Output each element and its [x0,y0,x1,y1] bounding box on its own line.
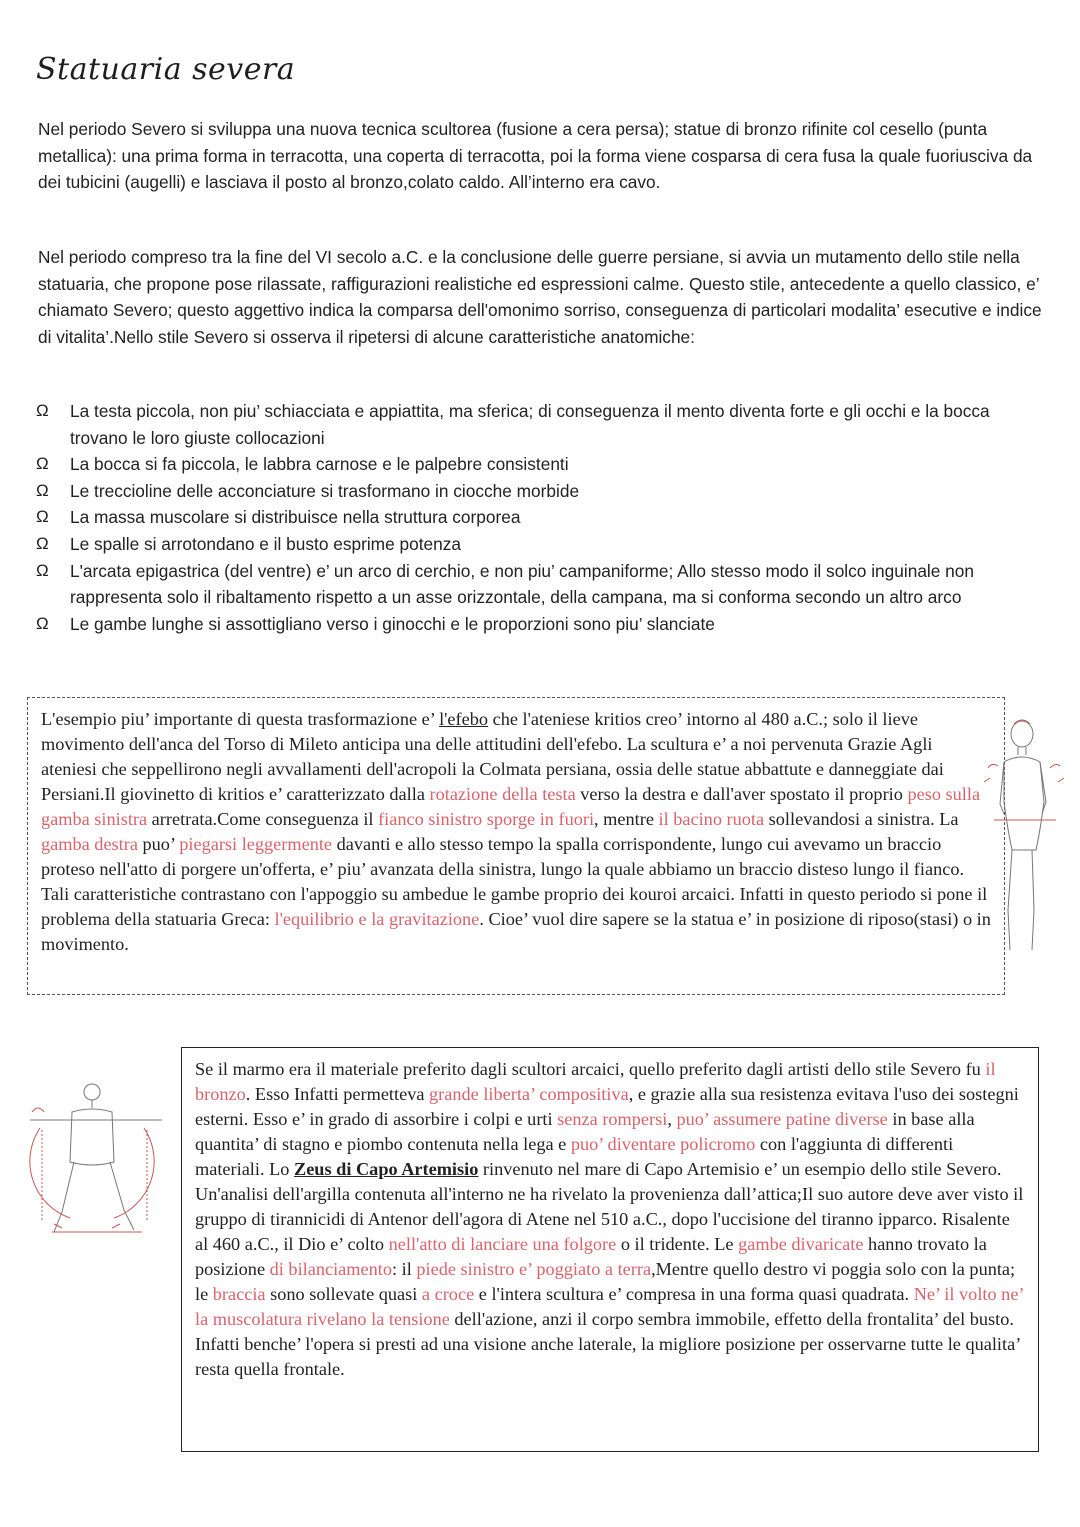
paragraph-severe-style: Nel periodo compreso tra la fine del VI secolo a.C. e la conclusione delle guerre persiane, si avvia un mutamento dello stile nella statuaria, che propone pose rilassate, raffigurazioni realistiche ed espressioni calme. Questo stile, antecedente a quello classico, e’ chiamato Severo; questo aggettivo indica la comparsa dell'omonimo sorriso, conseguenza di particolari modalita’ esecutive e indice di vitalita’.Nello stile Severo si osserva il ripetersi di alcune caratteristiche anatomiche: [38,247,1042,347]
list-item: Ω Le gambe lunghe si assottigliano verso i ginocchi e le proporzioni sono piu’ slanciate [36,611,1046,638]
kritios-boy-box [27,697,1005,995]
kritios-boy-text: L'esempio piu’ importante di questa trasformazione e’ l'efebo che l'ateniese kritios creo’ intorno al 480 a.C.; solo il lieve movimento dell'anca del Torso di Mileto anticipa una delle attitudini dell'efebo. La scultura e’ a noi pervenuta Grazie Agli ateniesi che seppellirono negli avvallamenti dell'acropoli la Colmata persiana, ossia delle statue abbattute e danneggiate dai Persiani.Il giovinetto di kritios e’ caratterizzato dalla rotazione della testa verso la destra e dall'aver spostato il proprio peso sulla gamba sinistra arretrata.Come conseguenza il fianco sinistro sporge in fuori, mentre il bacino ruota sollevandosi a sinistra. La gamba destra puo’ piegarsi leggermente davanti e allo stesso tempo la spalla corrispondente, lungo cui avevamo un braccio proteso nell'atto di porgere un'offerta, e’ piu’ avanzata della sinistra, lungo la quale abbiamo un braccio disteso lungo il fianco. Tali caratteristiche contrastano con l'appoggio su ambedue le gambe proprio dei kouroi arcaici. Infatti in questo periodo si pone il problema della statuaria Greca: l'equilibrio e la gravitazione. Cioe’ vuol dire sapere se la statua e’ in posizione di riposo(stasi) o in movimento. [41,709,991,954]
list-item: Ω Le treccioline delle acconciature si trasformano in ciocche morbide [36,478,1046,505]
list-item: Ω La testa piccola, non piu’ schiacciata e appiattita, ma sferica; di conseguenza il mento diventa forte e gli occhi e la bocca trovano le loro giuste collocazioni [36,398,1046,451]
omega-bullet-icon: Ω [36,613,49,633]
bronze-zeus-box [181,1047,1039,1452]
list-item: Ω La massa muscolare si distribuisce nella struttura corporea [36,504,1046,531]
omega-bullet-icon: Ω [36,507,49,527]
kritios-boy-statue-icon [984,712,1064,972]
omega-bullet-icon: Ω [36,533,49,553]
anatomy-list [36,398,1046,637]
bronze-zeus-text: Se il marmo era il materiale preferito dagli scultori arcaici, quello preferito dagli artisti dello stile Severo fu il bronzo. Esso Infatti permetteva grande liberta’ compositiva, e grazie alla sua resistenza evitava l'uso dei sostegni esterni. Esso e’ in grado di assorbire i colpi e urti senza rompersi, puo’ assumere patine diverse in base alla quantita’ di stagno e piombo contenuta nella lega e puo’ diventare policromo con l'aggiunta di differenti materiali. Lo Zeus di Capo Artemisio rinvenuto nel mare di Capo Artemisio e’ un esempio dello stile Severo. Un'analisi dell'argilla contenuta all'interno ne ha rivelato la provenienza dall’attica;Il suo autore deve aver visto il gruppo di tirannicidi di Antenor dell'agora di Atene nel 510 a.C., dopo l'uccisione del tiranno ipparco. Risalente al 460 a.C., il Dio e’ colto nell'atto di lanciare una folgore o il tridente. Le gambe divaricate hanno trovato la posizione di bilanciamento: il piede sinistro e’ poggiato a terra,Mentre quello destro vi poggia solo con la punta; le braccia sono sollevate quasi a croce e l'intera scultura e’ compresa in una forma quasi quadrata. Ne’ il volto ne’ la muscolatura rivelano la tensione dell'azione, anzi il corpo sembra immobile, effetto della frontalita’ del busto. Infatti benche’ l'opera si presti ad una visione anche laterale, la migliore posizione per osservarne tutte le qualita’ resta quella frontale. [195,1059,1024,1379]
list-item: Ω Le spalle si arrotondano e il busto esprime potenza [36,531,1046,558]
list-item: Ω L'arcata epigastrica (del ventre) e’ un arco di cerchio, e non piu’ campaniforme; Allo stesso modo il solco inguinale non rappresenta solo il ribaltamento rispetto a un asse orizzontale, della campana, ma si conforma secondo un altro arco [36,558,1046,611]
page-title: Statuaria severa [36,52,296,87]
paragraph-bronze-casting: Nel periodo Severo si sviluppa una nuova tecnica scultorea (fusione a cera persa); statue di bronzo rifinite col cesello (punta metallica): una prima forma in terracotta, una coperta di terracotta, poi la forma viene cosparsa di cera fusa la quale fuoriusciva da dei tubicini (augelli) e lasciava il posto al bronzo,colato caldo. All’interno era cavo. [38,119,1033,193]
zeus-artemision-diagram-icon [22,1080,172,1240]
omega-bullet-icon: Ω [36,560,49,580]
omega-bullet-icon: Ω [36,401,49,420]
omega-bullet-icon: Ω [36,454,49,474]
list-item: Ω La bocca si fa piccola, le labbra carnose e le palpebre consistenti [36,451,1046,478]
omega-bullet-icon: Ω [36,480,49,500]
